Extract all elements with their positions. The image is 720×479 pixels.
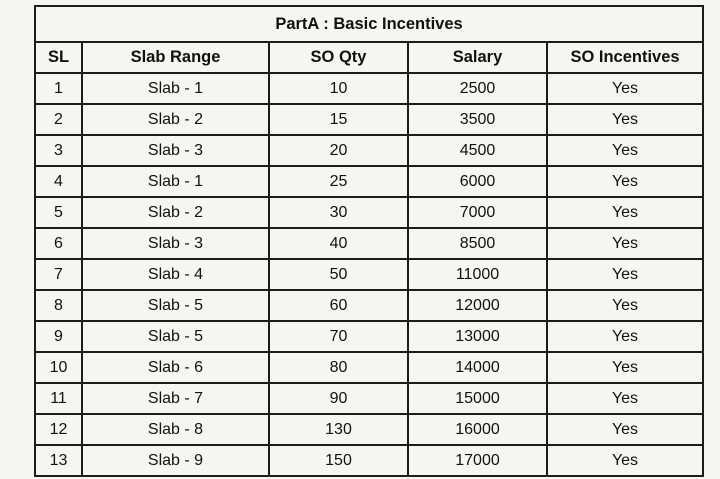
cell-so-incentives: Yes <box>547 73 703 104</box>
table-row <box>35 228 703 259</box>
cell-so-qty: 130 <box>269 414 408 445</box>
cell-sl: 11 <box>35 383 82 414</box>
cell-so-incentives: Yes <box>547 321 703 352</box>
cell-salary: 7000 <box>408 197 547 228</box>
cell-sl: 7 <box>35 259 82 290</box>
cell-sl: 8 <box>35 290 82 321</box>
cell-sl: 9 <box>35 321 82 352</box>
cell-slab-range: Slab - 2 <box>82 197 269 228</box>
cell-salary: 11000 <box>408 259 547 290</box>
cell-slab-range: Slab - 7 <box>82 383 269 414</box>
table-row <box>35 135 703 166</box>
cell-sl: 2 <box>35 104 82 135</box>
cell-so-incentives: Yes <box>547 383 703 414</box>
cell-so-incentives: Yes <box>547 290 703 321</box>
table-row <box>35 197 703 228</box>
cell-so-incentives: Yes <box>547 352 703 383</box>
cell-salary: 14000 <box>408 352 547 383</box>
cell-slab-range: Slab - 6 <box>82 352 269 383</box>
cell-so-qty: 40 <box>269 228 408 259</box>
cell-so-qty: 10 <box>269 73 408 104</box>
cell-salary: 17000 <box>408 445 547 476</box>
table-body <box>35 73 703 476</box>
table-row <box>35 383 703 414</box>
header-sl: SL <box>35 42 82 73</box>
cell-slab-range: Slab - 5 <box>82 290 269 321</box>
cell-so-incentives: Yes <box>547 445 703 476</box>
table-row <box>35 166 703 197</box>
table-row <box>35 352 703 383</box>
cell-so-qty: 150 <box>269 445 408 476</box>
cell-salary: 13000 <box>408 321 547 352</box>
cell-salary: 6000 <box>408 166 547 197</box>
table-row <box>35 73 703 104</box>
header-so-qty: SO Qty <box>269 42 408 73</box>
cell-so-qty: 20 <box>269 135 408 166</box>
cell-so-incentives: Yes <box>547 259 703 290</box>
cell-so-qty: 80 <box>269 352 408 383</box>
cell-so-qty: 70 <box>269 321 408 352</box>
cell-so-qty: 25 <box>269 166 408 197</box>
header-slab-range: Slab Range <box>82 42 269 73</box>
cell-slab-range: Slab - 8 <box>82 414 269 445</box>
cell-sl: 4 <box>35 166 82 197</box>
cell-so-incentives: Yes <box>547 414 703 445</box>
cell-sl: 10 <box>35 352 82 383</box>
table-title: PartA : Basic Incentives <box>35 6 703 42</box>
cell-sl: 6 <box>35 228 82 259</box>
cell-salary: 12000 <box>408 290 547 321</box>
cell-so-qty: 15 <box>269 104 408 135</box>
cell-salary: 3500 <box>408 104 547 135</box>
cell-so-qty: 60 <box>269 290 408 321</box>
table-row <box>35 259 703 290</box>
cell-so-qty: 90 <box>269 383 408 414</box>
cell-salary: 15000 <box>408 383 547 414</box>
basic-incentives-table <box>34 5 704 477</box>
cell-sl: 5 <box>35 197 82 228</box>
cell-so-qty: 50 <box>269 259 408 290</box>
table-row <box>35 290 703 321</box>
cell-salary: 4500 <box>408 135 547 166</box>
table-header-row <box>35 42 703 73</box>
cell-slab-range: Slab - 1 <box>82 166 269 197</box>
cell-slab-range: Slab - 3 <box>82 228 269 259</box>
table-row <box>35 104 703 135</box>
cell-sl: 13 <box>35 445 82 476</box>
cell-salary: 8500 <box>408 228 547 259</box>
header-so-incentives: SO Incentives <box>547 42 703 73</box>
cell-so-incentives: Yes <box>547 197 703 228</box>
cell-sl: 1 <box>35 73 82 104</box>
cell-so-incentives: Yes <box>547 166 703 197</box>
cell-salary: 16000 <box>408 414 547 445</box>
table-title-row <box>35 6 703 42</box>
cell-slab-range: Slab - 3 <box>82 135 269 166</box>
header-salary: Salary <box>408 42 547 73</box>
cell-so-qty: 30 <box>269 197 408 228</box>
cell-slab-range: Slab - 2 <box>82 104 269 135</box>
cell-so-incentives: Yes <box>547 104 703 135</box>
cell-sl: 12 <box>35 414 82 445</box>
cell-slab-range: Slab - 9 <box>82 445 269 476</box>
table-row <box>35 321 703 352</box>
cell-so-incentives: Yes <box>547 135 703 166</box>
cell-slab-range: Slab - 4 <box>82 259 269 290</box>
cell-slab-range: Slab - 1 <box>82 73 269 104</box>
cell-so-incentives: Yes <box>547 228 703 259</box>
cell-sl: 3 <box>35 135 82 166</box>
table-row <box>35 414 703 445</box>
cell-slab-range: Slab - 5 <box>82 321 269 352</box>
table-row <box>35 445 703 476</box>
cell-salary: 2500 <box>408 73 547 104</box>
